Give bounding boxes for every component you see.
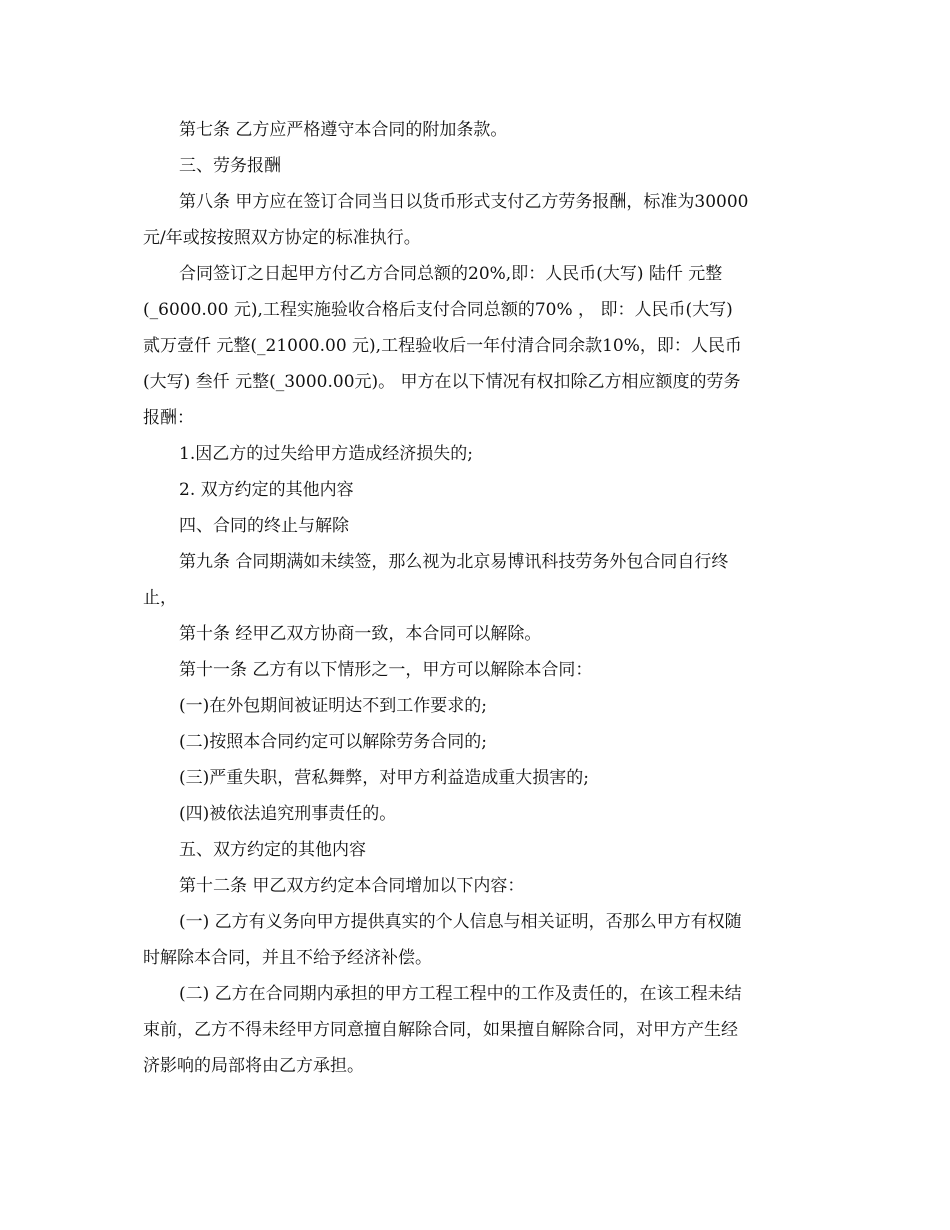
contract-paragraph [143,616,809,652]
contract-paragraph [143,652,809,688]
paragraph-line: 贰万壹仟 元整(_21000.00 元),工程验收后一年付清合同余款10%，即：人民币 [143,336,742,356]
contract-paragraph [143,256,809,436]
paragraph-line: (一)在外包期间被证明达不到工作要求的; [179,696,487,716]
contract-paragraph [143,112,809,148]
paragraph-line: 第十二条 甲乙双方约定本合同增加以下内容： [179,876,525,896]
paragraph-line: (二)按照本合同约定可以解除劳务合同的; [179,732,487,752]
contract-paragraph [143,832,809,868]
paragraph-line: 第十一条 乙方有以下情形之一，甲方可以解除本合同： [179,660,593,680]
contract-paragraph [143,148,809,184]
paragraph-line: 济影响的局部将由乙方承担。 [143,1056,364,1076]
paragraph-line: (一) 乙方有义务向甲方提供真实的个人信息与相关证明，否那么甲方有权随 [179,912,742,932]
paragraph-line: (三)严重失职，营私舞弊，对甲方利益造成重大损害的; [179,768,589,788]
contract-paragraph [143,472,809,508]
contract-paragraph [143,868,809,904]
paragraph-line: 止， [143,588,177,608]
paragraph-line: 第十条 经甲乙双方协商一致，本合同可以解除。 [179,624,542,644]
contract-paragraph [143,760,809,796]
paragraph-line: 时解除本合同，并且不给予经济补偿。 [143,948,432,968]
paragraph-line: 四、合同的终止与解除 [179,516,349,536]
contract-paragraph [143,544,809,616]
contract-body [143,112,809,1084]
paragraph-line: (_6000.00 元),工程实施验收合格后支付合同总额的70% ， 即：人民币(大写) [143,300,733,320]
paragraph-line: (四)被依法追究刑事责任的。 [179,804,397,824]
contract-paragraph [143,508,809,544]
paragraph-line: 第八条 甲方应在签订合同当日以货币形式支付乙方劳务报酬，标准为30000 [179,192,749,212]
contract-paragraph [143,904,809,976]
paragraph-line: 第七条 乙方应严格遵守本合同的附加条款。 [179,120,508,140]
contract-paragraph [143,688,809,724]
paragraph-line: 五、双方约定的其他内容 [179,840,366,860]
paragraph-line: 束前，乙方不得未经甲方同意擅自解除合同，如果擅自解除合同，对甲方产生经 [143,1020,738,1040]
paragraph-line: 报酬： [143,408,194,428]
paragraph-line: 1.因乙方的过失给甲方造成经济损失的; [179,444,473,464]
contract-paragraph [143,184,809,256]
contract-paragraph [143,796,809,832]
paragraph-line: 合同签订之日起甲方付乙方合同总额的20%,即：人民币(大写) 陆仟 元整 [179,264,723,284]
contract-paragraph [143,976,809,1084]
paragraph-line: 第九条 合同期满如未续签，那么视为北京易博讯科技劳务外包合同自行终 [179,552,729,572]
contract-paragraph [143,436,809,472]
contract-paragraph [143,724,809,760]
paragraph-line: (二) 乙方在合同期内承担的甲方工程工程中的工作及责任的，在该工程未结 [179,984,742,1004]
paragraph-line: 三、劳务报酬 [179,156,281,176]
paragraph-line: 元/年或按按照双方协定的标准执行。 [143,228,421,248]
paragraph-line: (大写) 叁仟 元整(_3000.00元)。 甲方在以下情况有权扣除乙方相应额度的劳务 [143,372,741,392]
paragraph-line: 2. 双方约定的其他内容 [179,480,354,500]
